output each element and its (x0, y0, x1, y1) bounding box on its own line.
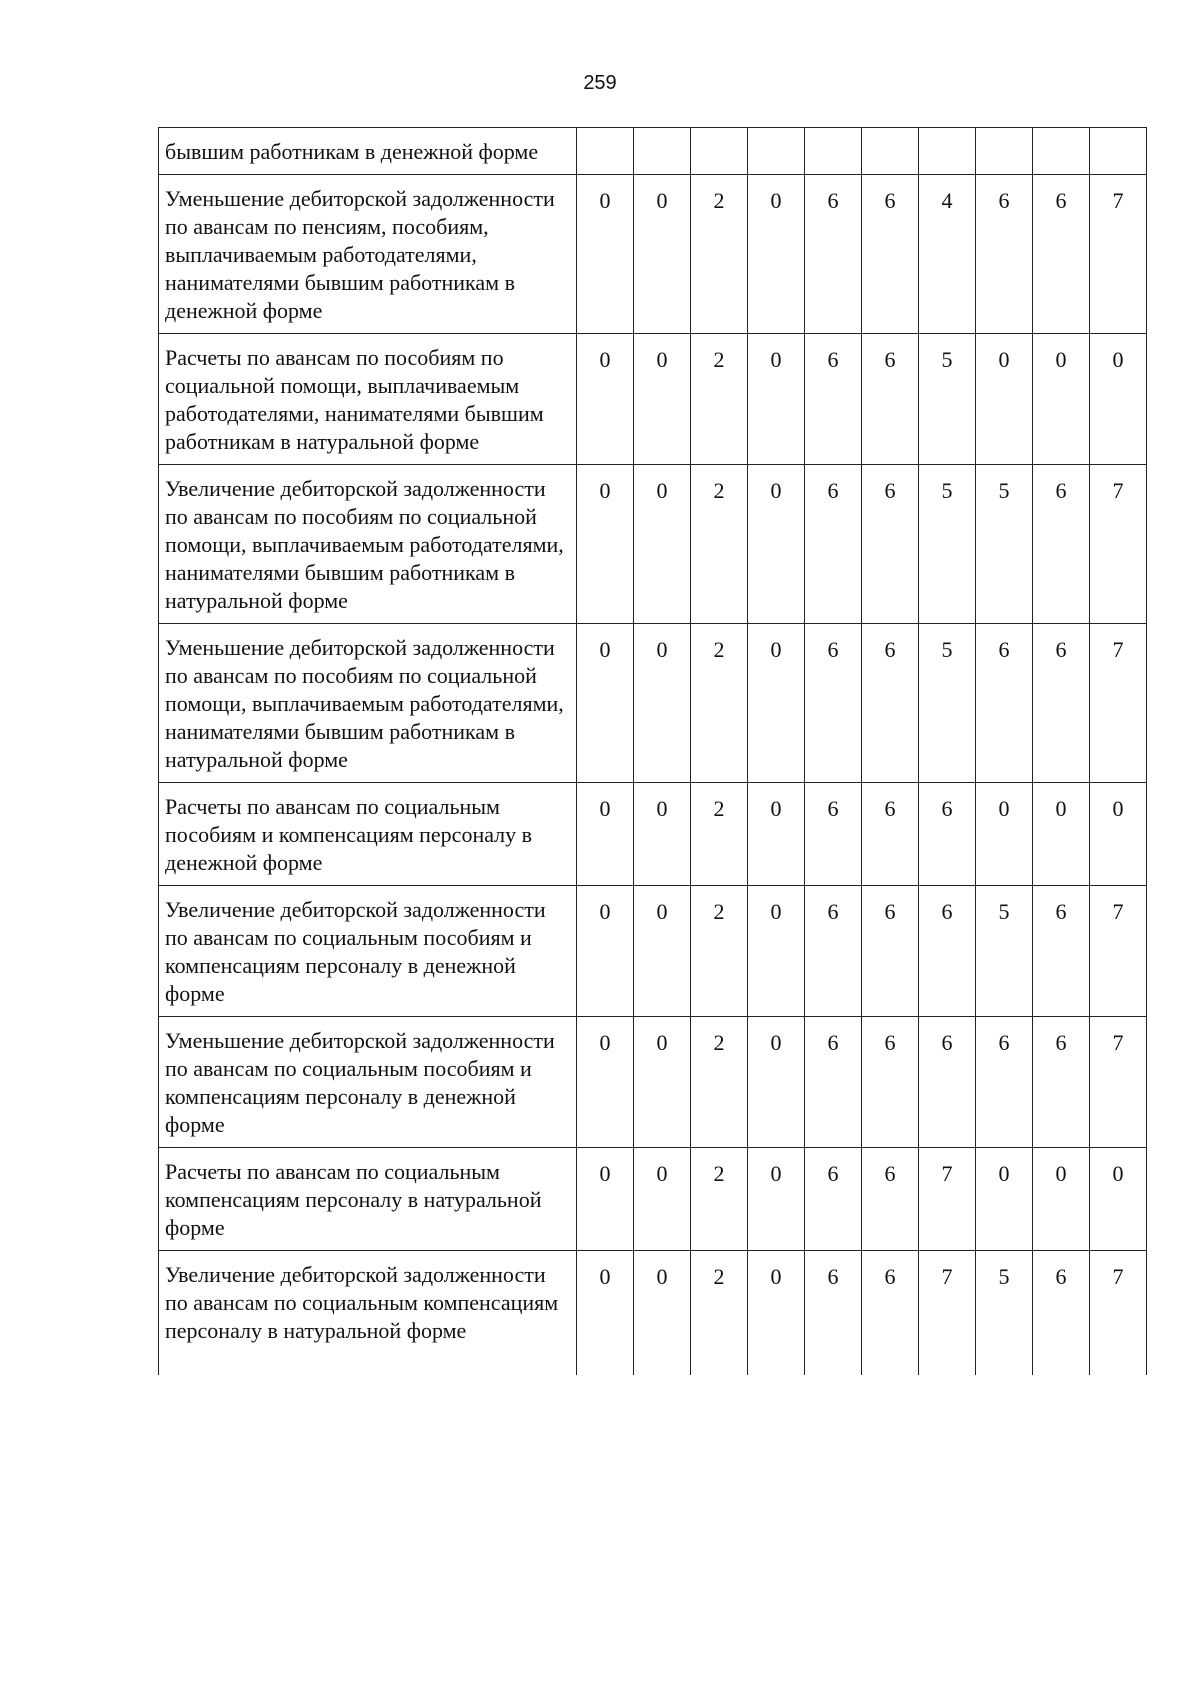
row-description: Уменьшение дебиторской задолженности по авансам по пенсиям, пособиям, выплачиваемым работодателями, нанимателями бывшим работникам в денежной форме (159, 175, 577, 334)
code-digit-cell: 6 (1033, 1251, 1090, 1376)
code-digit-cell: 6 (862, 1251, 919, 1376)
code-digit-cell: 4 (919, 175, 976, 334)
code-digit-cell: 6 (919, 783, 976, 886)
code-digit-cell: 5 (919, 334, 976, 465)
code-digit-cell: 6 (862, 334, 919, 465)
code-digit-cell: 6 (976, 624, 1033, 783)
code-digit-cell: 5 (976, 886, 1033, 1017)
row-description: бывшим работникам в денежной форме (159, 128, 577, 175)
page-number: 259 (583, 72, 617, 94)
code-digit-cell: 0 (634, 783, 691, 886)
row-description: Уменьшение дебиторской задолженности по авансам по социальным пособиям и компенсациям персоналу в денежной форме (159, 1017, 577, 1148)
row-description: Расчеты по авансам по пособиям по социальной помощи, выплачиваемым работодателями, нанимателями бывшим работникам в натуральной форме (159, 334, 577, 465)
table-row (159, 783, 1147, 886)
code-digit-cell: 2 (691, 886, 748, 1017)
code-digit-cell: 6 (1033, 175, 1090, 334)
code-digit-cell: 0 (577, 783, 634, 886)
code-digit-cell: 0 (748, 624, 805, 783)
accounts-table-wrapper (158, 127, 1147, 1611)
code-digit-cell: 0 (634, 1251, 691, 1376)
code-digit-cell: 7 (1090, 1251, 1147, 1376)
row-description: Расчеты по авансам по социальным пособиям и компенсациям персоналу в денежной форме (159, 783, 577, 886)
code-digit-cell: 0 (1090, 1148, 1147, 1251)
code-digit-cell: 5 (976, 465, 1033, 624)
code-digit-cell: 0 (748, 886, 805, 1017)
code-digit-cell: 0 (634, 465, 691, 624)
code-digit-cell: 0 (976, 783, 1033, 886)
code-digit-cell: 0 (748, 1251, 805, 1376)
code-digit-cell: 2 (691, 175, 748, 334)
code-digit-cell: 6 (805, 465, 862, 624)
accounts-table (158, 127, 1147, 1375)
code-digit-cell (919, 128, 976, 175)
row-description: Увеличение дебиторской задолженности по авансам по социальным пособиям и компенсациям персоналу в денежной форме (159, 886, 577, 1017)
accounts-table-body (159, 128, 1147, 1376)
code-digit-cell: 0 (634, 175, 691, 334)
code-digit-cell: 7 (1090, 465, 1147, 624)
code-digit-cell: 2 (691, 1148, 748, 1251)
table-row (159, 334, 1147, 465)
code-digit-cell: 0 (634, 886, 691, 1017)
code-digit-cell: 6 (805, 1148, 862, 1251)
table-row (159, 1017, 1147, 1148)
code-digit-cell: 0 (577, 886, 634, 1017)
code-digit-cell: 5 (976, 1251, 1033, 1376)
code-digit-cell: 0 (1033, 334, 1090, 465)
code-digit-cell: 0 (1090, 334, 1147, 465)
code-digit-cell: 6 (862, 175, 919, 334)
code-digit-cell (748, 128, 805, 175)
code-digit-cell: 0 (748, 334, 805, 465)
code-digit-cell: 0 (748, 1148, 805, 1251)
code-digit-cell (691, 128, 748, 175)
code-digit-cell: 0 (1090, 783, 1147, 886)
code-digit-cell: 0 (577, 1251, 634, 1376)
row-description: Увеличение дебиторской задолженности по авансам по социальным компенсациям персоналу в натуральной форме (159, 1251, 577, 1376)
code-digit-cell (577, 128, 634, 175)
table-row (159, 1251, 1147, 1376)
code-digit-cell: 2 (691, 1017, 748, 1148)
code-digit-cell: 2 (691, 783, 748, 886)
code-digit-cell: 6 (862, 624, 919, 783)
code-digit-cell: 7 (1090, 624, 1147, 783)
code-digit-cell: 0 (577, 1148, 634, 1251)
code-digit-cell: 7 (919, 1251, 976, 1376)
code-digit-cell: 6 (805, 1251, 862, 1376)
code-digit-cell: 2 (691, 624, 748, 783)
code-digit-cell (805, 128, 862, 175)
code-digit-cell (976, 128, 1033, 175)
code-digit-cell: 6 (919, 886, 976, 1017)
code-digit-cell: 0 (748, 465, 805, 624)
code-digit-cell: 0 (577, 1017, 634, 1148)
code-digit-cell: 0 (748, 1017, 805, 1148)
table-row (159, 886, 1147, 1017)
code-digit-cell: 5 (919, 624, 976, 783)
code-digit-cell: 6 (976, 1017, 1033, 1148)
code-digit-cell: 6 (805, 886, 862, 1017)
code-digit-cell: 0 (748, 175, 805, 334)
table-row (159, 175, 1147, 334)
code-digit-cell: 0 (976, 334, 1033, 465)
code-digit-cell: 6 (805, 334, 862, 465)
table-row (159, 624, 1147, 783)
row-description: Расчеты по авансам по социальным компенсациям персоналу в натуральной форме (159, 1148, 577, 1251)
code-digit-cell: 0 (577, 334, 634, 465)
code-digit-cell: 0 (577, 465, 634, 624)
code-digit-cell: 0 (976, 1148, 1033, 1251)
table-row (159, 465, 1147, 624)
code-digit-cell: 6 (805, 175, 862, 334)
code-digit-cell: 0 (634, 1017, 691, 1148)
table-row (159, 1148, 1147, 1251)
code-digit-cell: 0 (577, 175, 634, 334)
code-digit-cell: 7 (919, 1148, 976, 1251)
code-digit-cell: 0 (748, 783, 805, 886)
code-digit-cell: 2 (691, 334, 748, 465)
code-digit-cell (862, 128, 919, 175)
code-digit-cell: 6 (1033, 465, 1090, 624)
table-row (159, 128, 1147, 175)
code-digit-cell: 6 (862, 783, 919, 886)
code-digit-cell: 6 (862, 1148, 919, 1251)
code-digit-cell: 0 (577, 624, 634, 783)
code-digit-cell: 6 (805, 624, 862, 783)
code-digit-cell (1090, 128, 1147, 175)
code-digit-cell: 6 (919, 1017, 976, 1148)
code-digit-cell: 0 (634, 624, 691, 783)
code-digit-cell: 7 (1090, 175, 1147, 334)
code-digit-cell: 0 (634, 1148, 691, 1251)
code-digit-cell: 5 (919, 465, 976, 624)
row-description: Увеличение дебиторской задолженности по авансам по пособиям по социальной помощи, выплачиваемым работодателями, нанимателями бывшим работникам в натуральной форме (159, 465, 577, 624)
code-digit-cell: 0 (1033, 1148, 1090, 1251)
code-digit-cell (634, 128, 691, 175)
code-digit-cell: 7 (1090, 886, 1147, 1017)
code-digit-cell: 6 (1033, 886, 1090, 1017)
code-digit-cell: 2 (691, 1251, 748, 1376)
code-digit-cell: 7 (1090, 1017, 1147, 1148)
code-digit-cell: 6 (1033, 1017, 1090, 1148)
row-description: Уменьшение дебиторской задолженности по авансам по пособиям по социальной помощи, выплачиваемым работодателями, нанимателями бывшим работникам в натуральной форме (159, 624, 577, 783)
code-digit-cell: 2 (691, 465, 748, 624)
code-digit-cell: 6 (805, 783, 862, 886)
code-digit-cell: 6 (976, 175, 1033, 334)
code-digit-cell (1033, 128, 1090, 175)
code-digit-cell: 6 (862, 465, 919, 624)
code-digit-cell: 0 (1033, 783, 1090, 886)
code-digit-cell: 6 (862, 886, 919, 1017)
code-digit-cell: 6 (862, 1017, 919, 1148)
code-digit-cell: 0 (634, 334, 691, 465)
code-digit-cell: 6 (1033, 624, 1090, 783)
code-digit-cell: 6 (805, 1017, 862, 1148)
